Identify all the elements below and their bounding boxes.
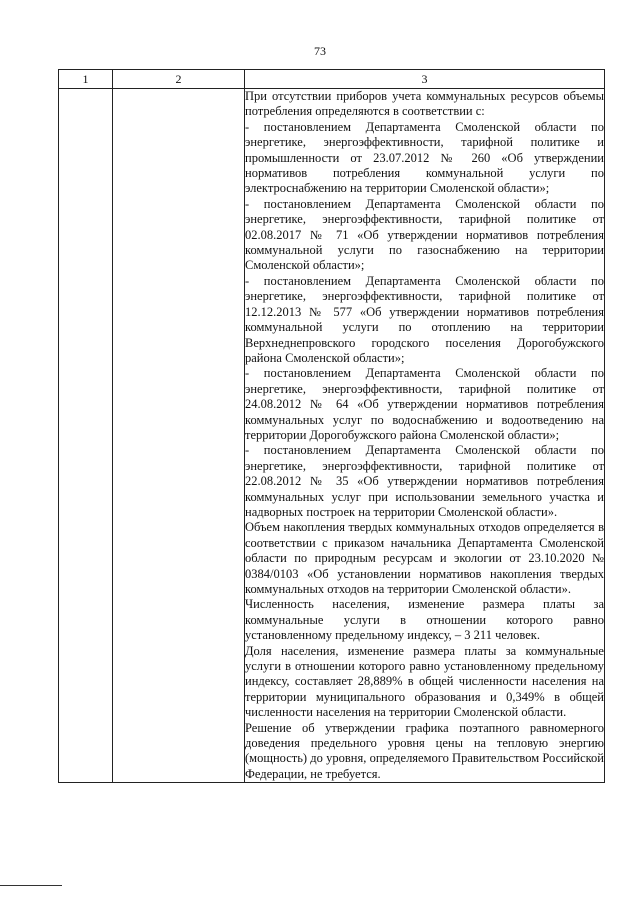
paragraph-heating-decree: - постановлением Департамента Смоленской области по энергетике, энергоэффективности, тарифной политике от 12.12.2013 № 577 «Об утверждении нормативов потребления коммунальной услуги по отоплению на территории Верхнеднепровского городского поселения Дорогобужского района Смоленской области»; [245,273,604,365]
column-header-2: 2 [113,70,245,89]
page-number: 73 [314,44,326,58]
content-table [58,69,605,783]
paragraph-population-count: Численность населения, изменение размера платы за коммунальные услуги в отношении которого равно установленному предельному индексу, – 3 211 человек. [245,597,604,643]
column-header-1: 1 [59,70,113,89]
table-cell-col2 [113,89,245,783]
paragraph-price-schedule: Решение об утверждении графика поэтапного равномерного доведения предельного уровня цены на тепловую энергию (мощность) до уровня, определяемого Правительством Российской Федерации, не требуется. [245,720,604,781]
table-cell-col3 [245,89,605,783]
table-cell-col1 [59,89,113,783]
paragraph-population-share: Доля населения, изменение размера платы за коммунальные услуги в отношении которого равно установленному предельному индексу, составляет 28,889% в общей численности населения на территории муниципального образования и 0,349% в общей численности населения на территории Смоленской области. [245,643,604,720]
paragraph-land-decree: - постановлением Департамента Смоленской области по энергетике, энергоэффективности, тарифной политике от 22.08.2012 № 35 «Об утверждении нормативов потребления коммунальных услуг при использовании земельного участка и надворных построек на территории Смоленской области». [245,443,604,519]
paragraph-electricity-decree: - постановлением Департамента Смоленской области по энергетике, энергоэффективности, тарифной политике и промышленности от 23.07.2012 № 260 «Об утверждении нормативов потребления коммунальной услуги по электроснабжению на территории Смоленской области»; [245,119,604,196]
table-header-row [59,70,605,89]
paragraph-water-decree: - постановлением Департамента Смоленской области по энергетике, энергоэффективности, тарифной политике от 24.08.2012 № 64 «Об утверждении нормативов потребления коммунальных услуг по водоснабжению и водоотведению на территории Дорогобужского района Смоленской области»; [245,366,604,442]
paragraph-waste-volume: Объем накопления твердых коммунальных отходов определяется в соответствии с приказом начальника Департамента Смоленской области по природным ресурсам и экологии от 23.10.2020 № 0384/0103 «Об установлении нормативов накопления твердых коммунальных отходов на территории Смоленской области». [245,520,604,596]
footnote-rule [0,885,62,886]
column-header-3: 3 [245,70,605,89]
paragraph-gas-decree: - постановлением Департамента Смоленской области по энергетике, энергоэффективности, тарифной политике от 02.08.2017 № 71 «Об утверждении нормативов потребления коммунальной услуги по газоснабжению на территории Смоленской области»; [245,196,604,273]
table-row [59,89,605,783]
paragraph-metering-intro: При отсутствии приборов учета коммунальных ресурсов объемы потребления определяются в соответствии с: [245,89,604,119]
